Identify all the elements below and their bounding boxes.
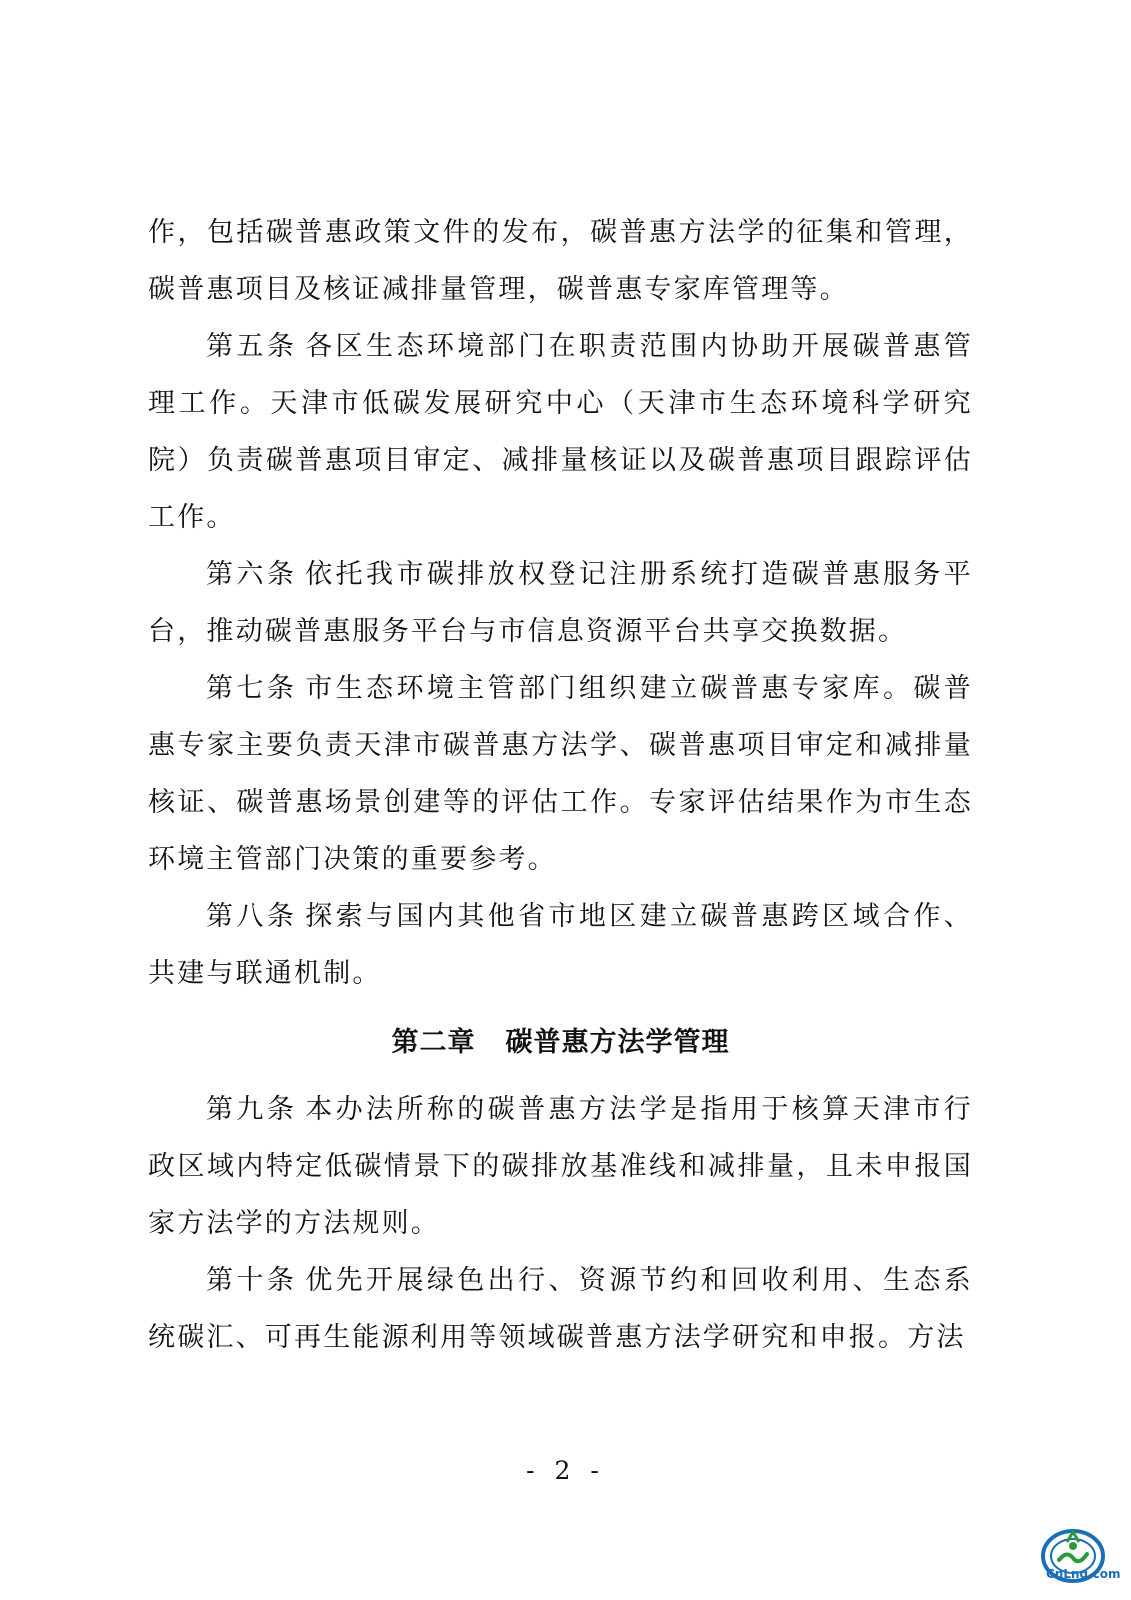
article-number: 第六条 xyxy=(206,559,298,590)
chapter-heading xyxy=(148,1002,973,1081)
article-10 xyxy=(148,1252,973,1366)
article-number: 第八条 xyxy=(206,901,298,932)
paragraph-text: 依托我市碳排放权登记注册系统打造碳普惠服务平台，推动碳普惠服务平台与市信息资源平台共享交换数据。 xyxy=(148,559,973,647)
paragraph-text: 作，包括碳普惠政策文件的发布，碳普惠方法学的征集和管理，碳普惠项目及核证减排量管理，碳普惠专家库管理等。 xyxy=(148,217,973,305)
article-number: 第十条 xyxy=(206,1265,298,1296)
paragraph-text: 市生态环境主管部门组织建立碳普惠专家库。碳普惠专家主要负责天津市碳普惠方法学、碳普惠项目审定和减排量核证、碳普惠场景创建等的评估工作。专家评估结果作为市生态环境主管部门决策的重要参考。 xyxy=(148,673,973,875)
paragraph-text: 各区生态环境部门在职责范围内协助开展碳普惠管理工作。天津市低碳发展研究中心（天津市生态环境科学研究院）负责碳普惠项目审定、减排量核证以及碳普惠项目跟踪评估工作。 xyxy=(148,331,973,533)
document-body xyxy=(148,204,973,1366)
paragraph-continuation xyxy=(148,204,973,318)
paragraph-text: 优先开展绿色出行、资源节约和回收利用、生态系统碳汇、可再生能源利用等领域碳普惠方法学研究和申报。方法 xyxy=(148,1265,973,1353)
article-7 xyxy=(148,660,973,888)
chapter-title: 碳普惠方法学管理 xyxy=(505,1027,730,1058)
article-8 xyxy=(148,888,973,1002)
chapter-number: 第二章 xyxy=(391,1027,476,1058)
article-number: 第九条 xyxy=(206,1094,298,1125)
article-number: 第五条 xyxy=(206,331,298,362)
paragraph-text: 本办法所称的碳普惠方法学是指用于核算天津市行政区域内特定低碳情景下的碳排放基准线和减排量，且未申报国家方法学的方法规则。 xyxy=(148,1094,973,1239)
article-number: 第七条 xyxy=(206,673,298,704)
watermark-text: CnLng.com xyxy=(1046,1567,1121,1581)
page-number: - 2 - xyxy=(526,1456,605,1485)
article-9 xyxy=(148,1081,973,1252)
article-6 xyxy=(148,546,973,660)
paragraph-text: 探索与国内其他省市地区建立碳普惠跨区域合作、共建与联通机制。 xyxy=(148,901,973,989)
article-5 xyxy=(148,318,973,546)
